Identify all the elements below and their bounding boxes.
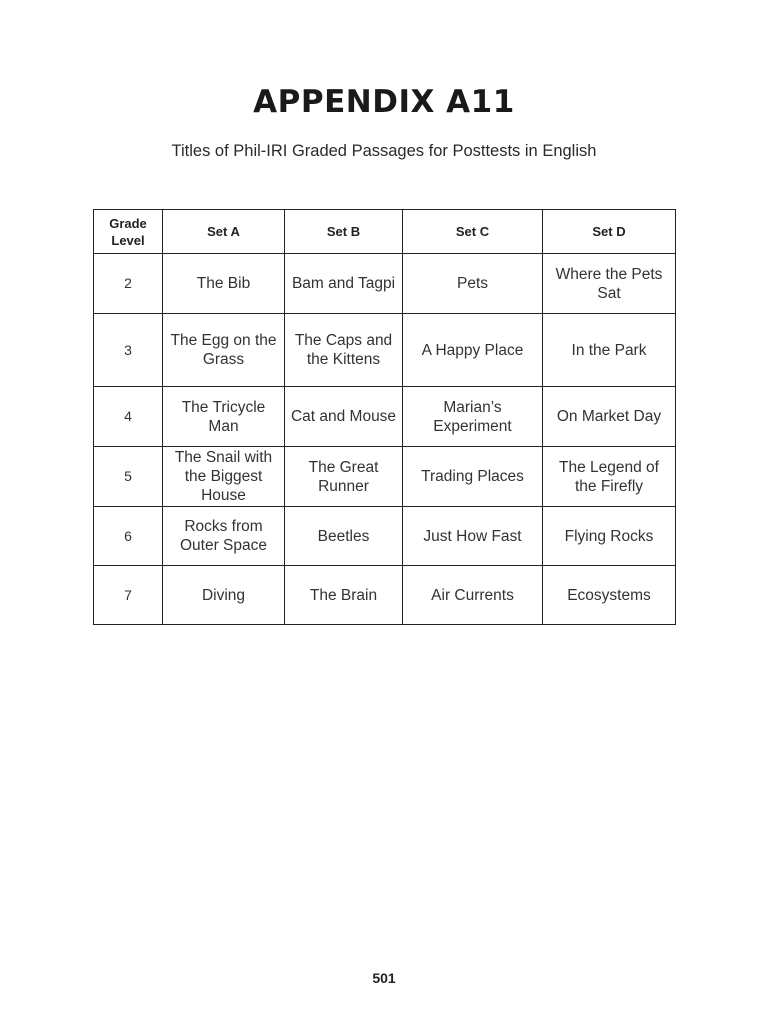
table-cell: The Bib (163, 254, 285, 314)
grade-cell: 3 (94, 314, 163, 387)
table-cell: Flying Rocks (543, 507, 676, 566)
table-cell: Marian’s Experiment (403, 387, 543, 447)
table-row (94, 447, 676, 507)
table-cell: Bam and Tagpi (285, 254, 403, 314)
grade-cell: 2 (94, 254, 163, 314)
table-cell: Where the Pets Sat (543, 254, 676, 314)
table-cell: Pets (403, 254, 543, 314)
header-set-b: Set B (285, 210, 403, 254)
table-cell: Ecosystems (543, 566, 676, 625)
table-header-row (94, 210, 676, 254)
table-cell: In the Park (543, 314, 676, 387)
table-row (94, 387, 676, 447)
table-cell: Just How Fast (403, 507, 543, 566)
header-set-a: Set A (163, 210, 285, 254)
header-set-c: Set C (403, 210, 543, 254)
table-row (94, 566, 676, 625)
table-cell: The Egg on the Grass (163, 314, 285, 387)
table-row (94, 314, 676, 387)
grade-cell: 5 (94, 447, 163, 507)
grade-cell: 7 (94, 566, 163, 625)
header-grade-level: Grade Level (94, 210, 163, 254)
table-cell: Beetles (285, 507, 403, 566)
table-cell: The Snail with the Biggest House (163, 447, 285, 507)
table-row (94, 254, 676, 314)
table-cell: Trading Places (403, 447, 543, 507)
table-cell: The Great Runner (285, 447, 403, 507)
grade-cell: 6 (94, 507, 163, 566)
page-number: 501 (372, 970, 396, 986)
page-title: APPENDIX A11 (253, 84, 515, 120)
table-cell: The Brain (285, 566, 403, 625)
table-cell: A Happy Place (403, 314, 543, 387)
table-cell: The Legend of the Firefly (543, 447, 676, 507)
table-cell: On Market Day (543, 387, 676, 447)
table-row (94, 507, 676, 566)
table-cell: Diving (163, 566, 285, 625)
header-set-d: Set D (543, 210, 676, 254)
table-cell: Cat and Mouse (285, 387, 403, 447)
table-cell: Rocks from Outer Space (163, 507, 285, 566)
table-cell: The Tricycle Man (163, 387, 285, 447)
grade-cell: 4 (94, 387, 163, 447)
page-subtitle: Titles of Phil-IRI Graded Passages for Posttests in English (171, 142, 597, 160)
passages-table (93, 209, 676, 625)
table-cell: The Caps and the Kittens (285, 314, 403, 387)
table-cell: Air Currents (403, 566, 543, 625)
